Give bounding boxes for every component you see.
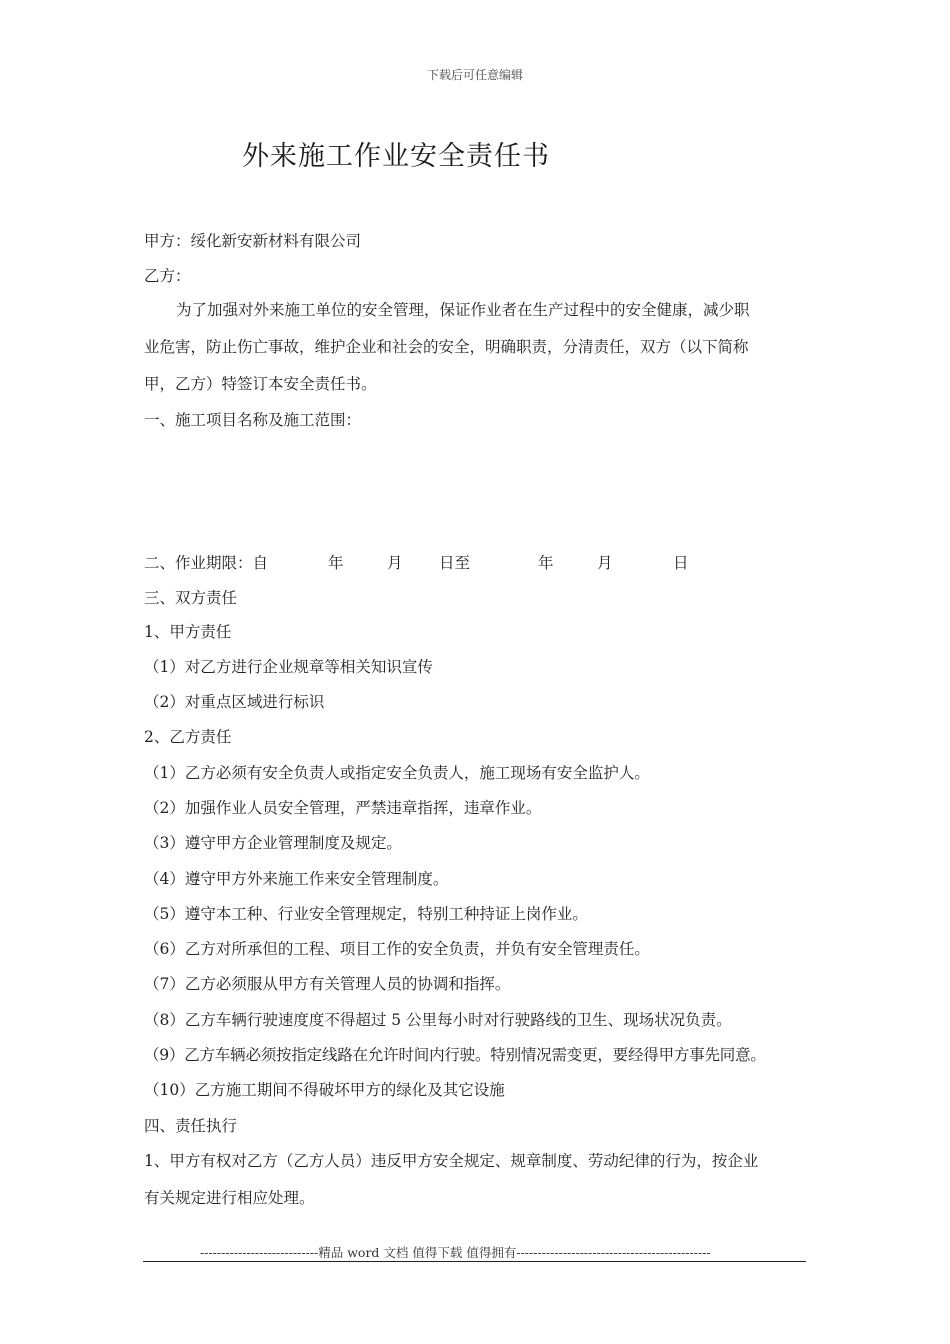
intro-line-2: 业危害，防止伤亡事故，维护企业和社会的安全，明确职责，分清责任，双方（以下简称 [144, 338, 749, 356]
list-item: （8）乙方车辆行驶速度度不得超过 5 公里每小时对行驶路线的卫生、现场状况负责。 [144, 1011, 732, 1029]
day-to: 日至 [439, 554, 471, 572]
party-a: 甲方：绥化新安新材料有限公司 [144, 232, 362, 250]
work-period [144, 551, 764, 575]
section-4-heading: 四、责任执行 [144, 1117, 238, 1135]
section-1-heading: 一、施工项目名称及施工范围： [144, 411, 362, 429]
year-1: 年 [328, 554, 344, 572]
party-a-resp-heading: 1、甲方责任 [144, 623, 232, 641]
document-title: 外来施工作业安全责任书 [242, 141, 550, 172]
header-note: 下载后可任意编辑 [426, 68, 523, 82]
month-1: 月 [387, 554, 403, 572]
list-item: （2）加强作业人员安全管理，严禁违章指挥，违章作业。 [144, 799, 542, 817]
list-item: （6）乙方对所承但的工程、项目工作的安全负责，并负有安全管理责任。 [144, 940, 650, 958]
list-item: （5）遵守本工种、行业安全管理规定，特别工种持证上岗作业。 [144, 905, 588, 923]
list-item: （10）乙方施工期间不得破坏甲方的绿化及其它设施 [144, 1081, 505, 1099]
exec-line-2: 有关规定进行相应处理。 [144, 1189, 315, 1207]
list-item: （2）对重点区域进行标识 [144, 693, 325, 711]
list-item: （9）乙方车辆必须按指定线路在允许时间内行驶。特别情况需变更，要经得甲方事先同意。 [144, 1046, 766, 1064]
intro-line-3: 甲，乙方）特签订本安全责任书。 [144, 375, 377, 393]
footer-note: ----------------------------精品 word 文档 值得下载 值得拥有---------------------------------------------- [200, 1245, 711, 1260]
year-2: 年 [538, 554, 554, 572]
day-2: 日 [673, 554, 689, 572]
month-2: 月 [597, 554, 613, 572]
party-b: 乙方： [144, 267, 191, 285]
list-item: （1）乙方必须有安全负责人或指定安全负责人，施工现场有安全监护人。 [144, 764, 650, 782]
list-item: （3）遵守甲方企业管理制度及规定。 [144, 834, 402, 852]
list-item: （7）乙方必须服从甲方有关管理人员的协调和指挥。 [144, 975, 511, 993]
list-item: （4）遵守甲方外来施工作来安全管理制度。 [144, 870, 449, 888]
intro-line-1: 为了加强对外来施工单位的安全管理，保证作业者在生产过程中的安全健康，减少职 [176, 301, 750, 319]
work-period-label: 二、作业期限：自 [144, 554, 269, 572]
footer-rule [143, 1261, 806, 1262]
party-b-resp-heading: 2、乙方责任 [144, 728, 232, 746]
list-item: （1）对乙方进行企业规章等相关知识宣传 [144, 658, 433, 676]
section-3-heading: 三、双方责任 [144, 589, 238, 607]
exec-line-1: 1、甲方有权对乙方（乙方人员）违反甲方安全规定、规章制度、劳动纪律的行为，按企业 [144, 1152, 759, 1170]
